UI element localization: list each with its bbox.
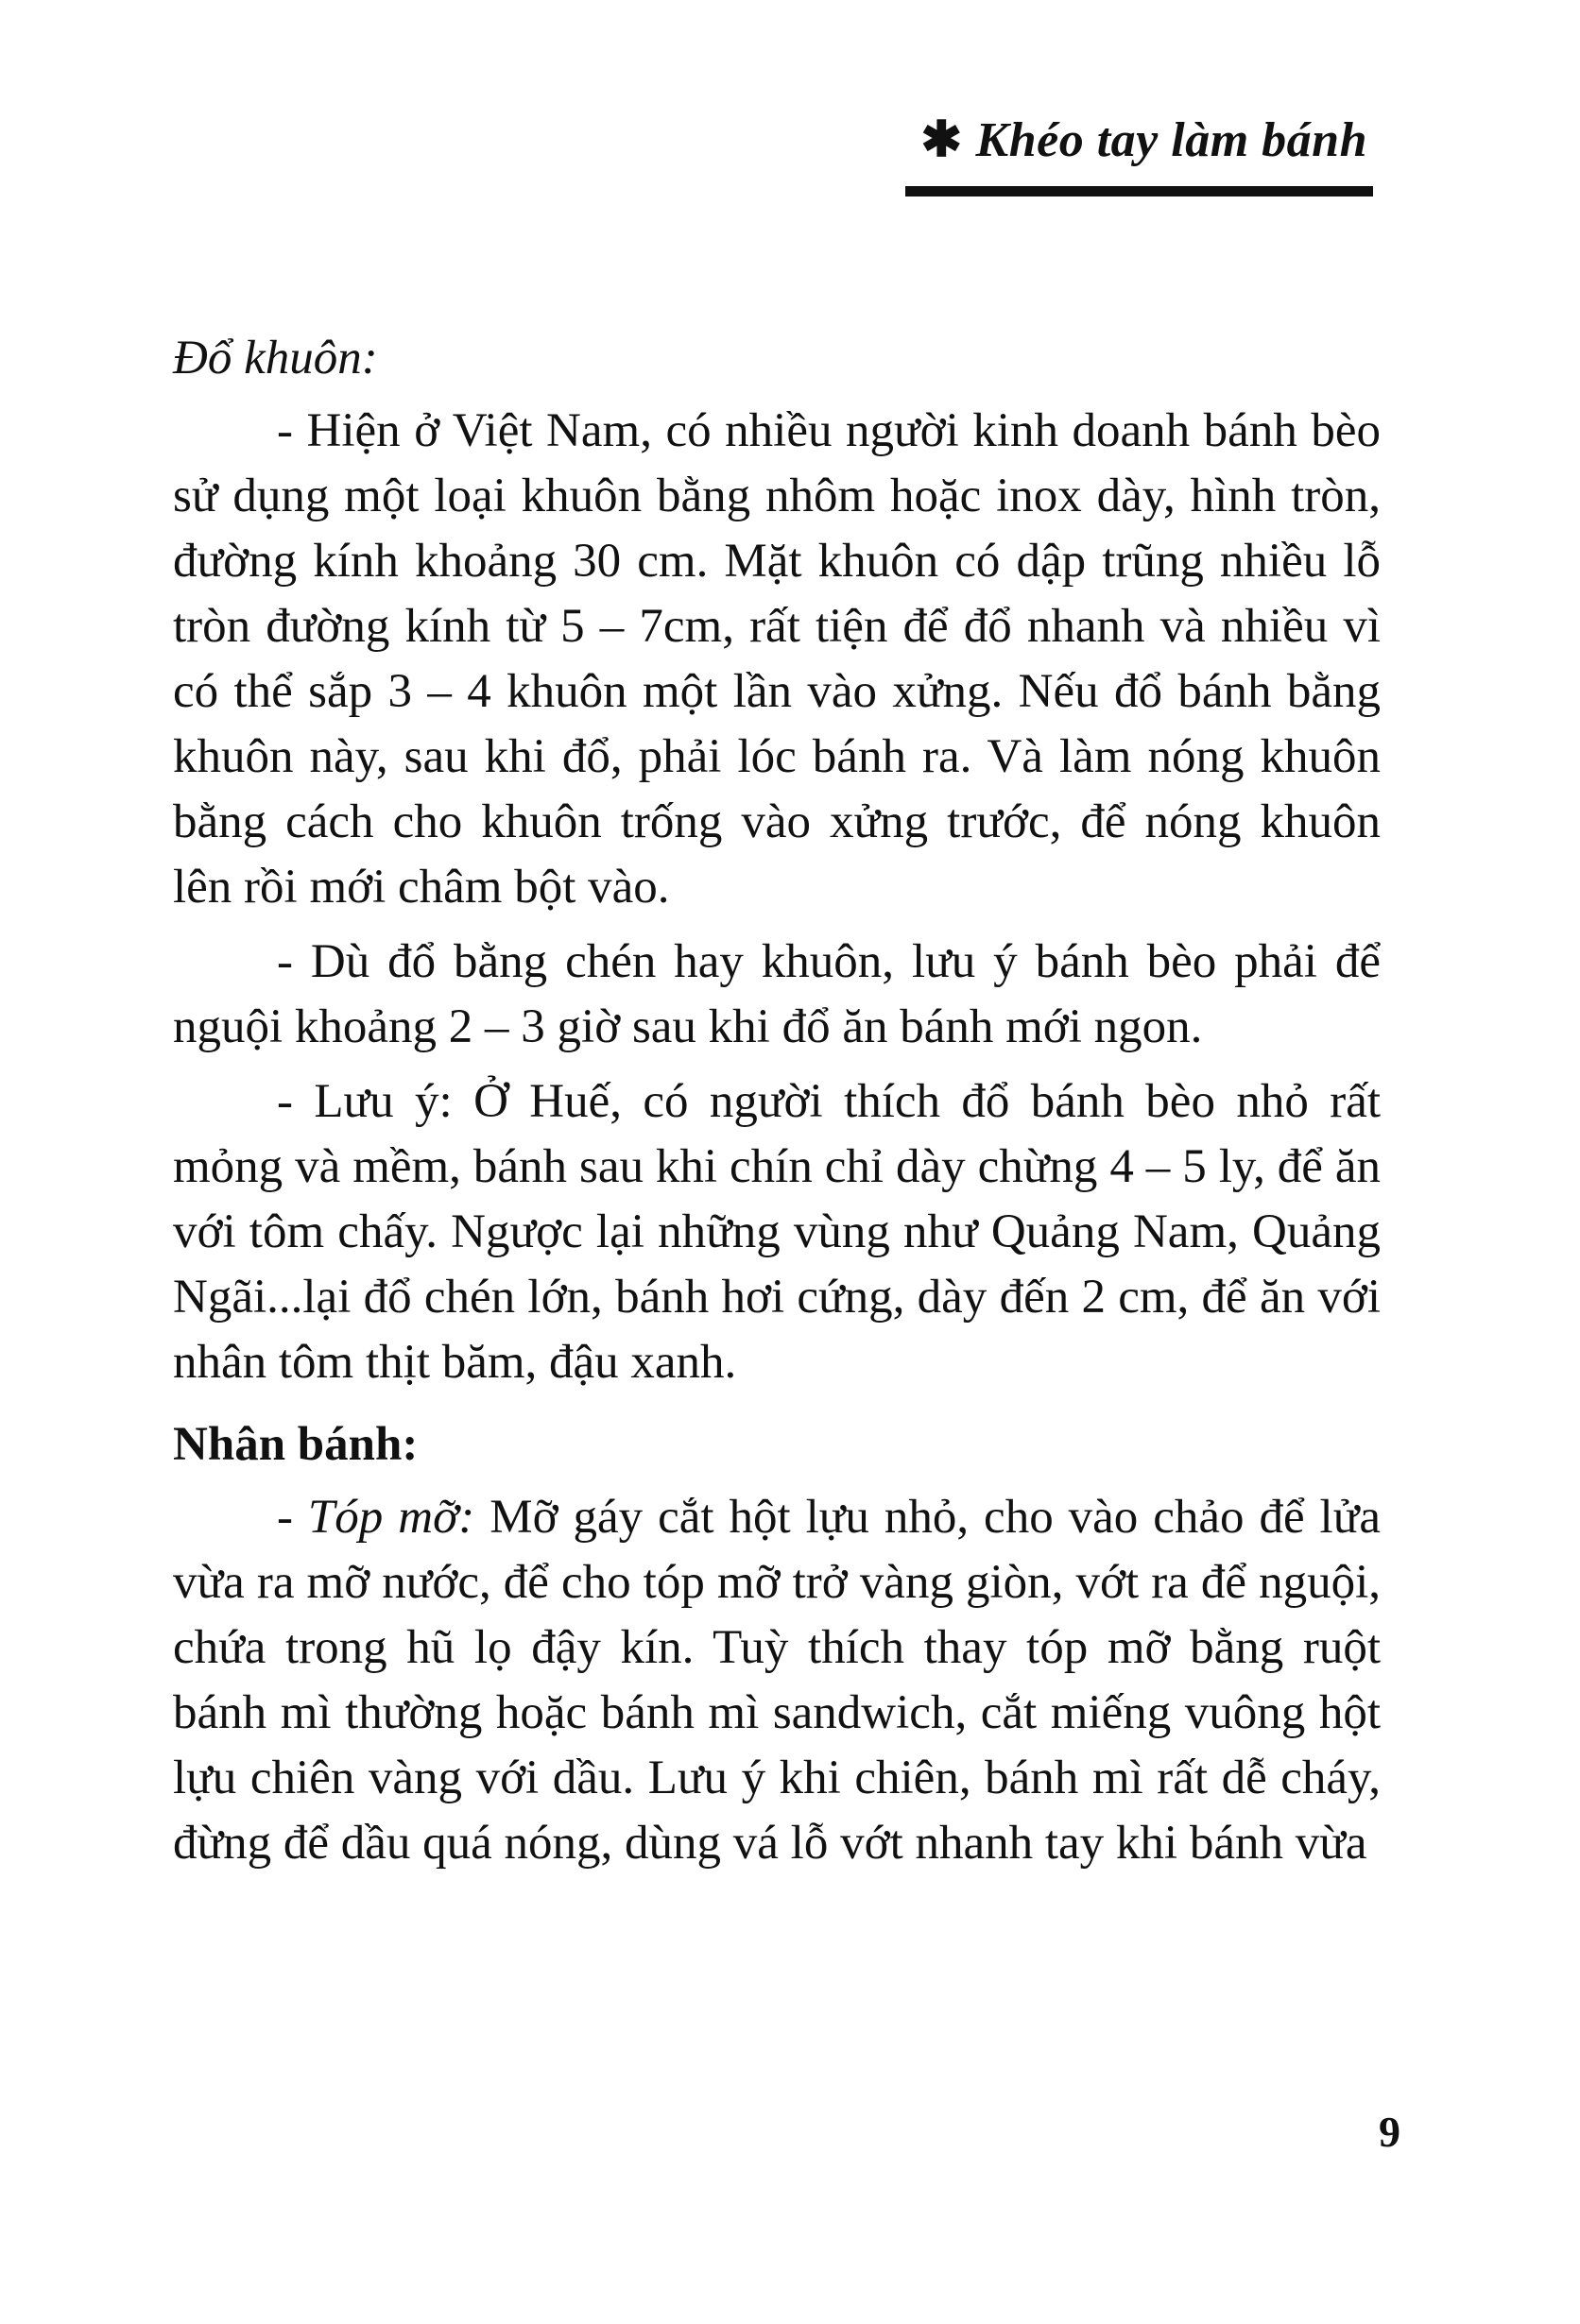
paragraph [173, 1485, 1381, 1876]
paragraph: - Dù đổ bằng chén hay khuôn, lưu ý bánh bèo phải để nguội khoảng 2 – 3 giờ sau khi đổ ăn bánh mới ngon. [173, 935, 1381, 1053]
paragraph-lead: - Tóp mỡ: [277, 1491, 475, 1544]
section-heading-filling: Nhân bánh: [173, 1418, 419, 1471]
paragraph: - Lưu ý: Ở Huế, có người thích đổ bánh bèo nhỏ rất mỏng và mềm, bánh sau khi chín chỉ dày chừng 4 – 5 ly, để ăn với tôm chấy. Ngược lại những vùng như Quảng Nam, Quảng Ngãi...lại đổ chén lớn, bánh hơi cứng, dày đến 2 cm, để ăn với nhân tôm thịt băm, đậu xanh. [173, 1075, 1381, 1389]
page-number: 9 [1379, 2108, 1400, 2156]
section-heading-mold: Đổ khuôn: [173, 332, 378, 384]
body-text [173, 326, 1381, 1886]
paragraph: - Hiện ở Việt Nam, có nhiều người kinh doanh bánh bèo sử dụng một loại khuôn bằng nhôm hoặc inox dày, hình tròn, đường kính khoảng 30 cm. Mặt khuôn có dập trũng nhiều lỗ tròn đường kính từ 5 – 7cm, rất tiện để đổ nhanh và nhiều vì có thể sắp 3 – 4 khuôn một lần vào xửng. Nếu đổ bánh bằng khuôn này, sau khi đổ, phải lóc bánh ra. Và làm nóng khuôn bằng cách cho khuôn trống vào xửng trước, để nóng khuôn lên rồi mới châm bột vào. [173, 404, 1381, 914]
paragraph-text: Mỡ gáy cắt hột lựu nhỏ, cho vào chảo để lửa vừa ra mỡ nước, để cho tóp mỡ trở vàng giòn, vớt ra để nguội, chứa trong hũ lọ đậy kín. Tuỳ thích thay tóp mỡ bằng ruột bánh mì thường hoặc bánh mì sandwich, cắt miếng vuông hột lựu chiên vàng với dầu. Lưu ý khi chiên, bánh mì rất dễ cháy, đừng để dầu quá nóng, dùng vá lỗ vớt nhanh tay khi bánh vừa [173, 1491, 1381, 1870]
header-rule [905, 186, 1373, 197]
running-header [920, 111, 1367, 168]
running-header-title: Khéo tay làm bánh [975, 113, 1367, 167]
star-icon: ✱ [920, 113, 963, 167]
